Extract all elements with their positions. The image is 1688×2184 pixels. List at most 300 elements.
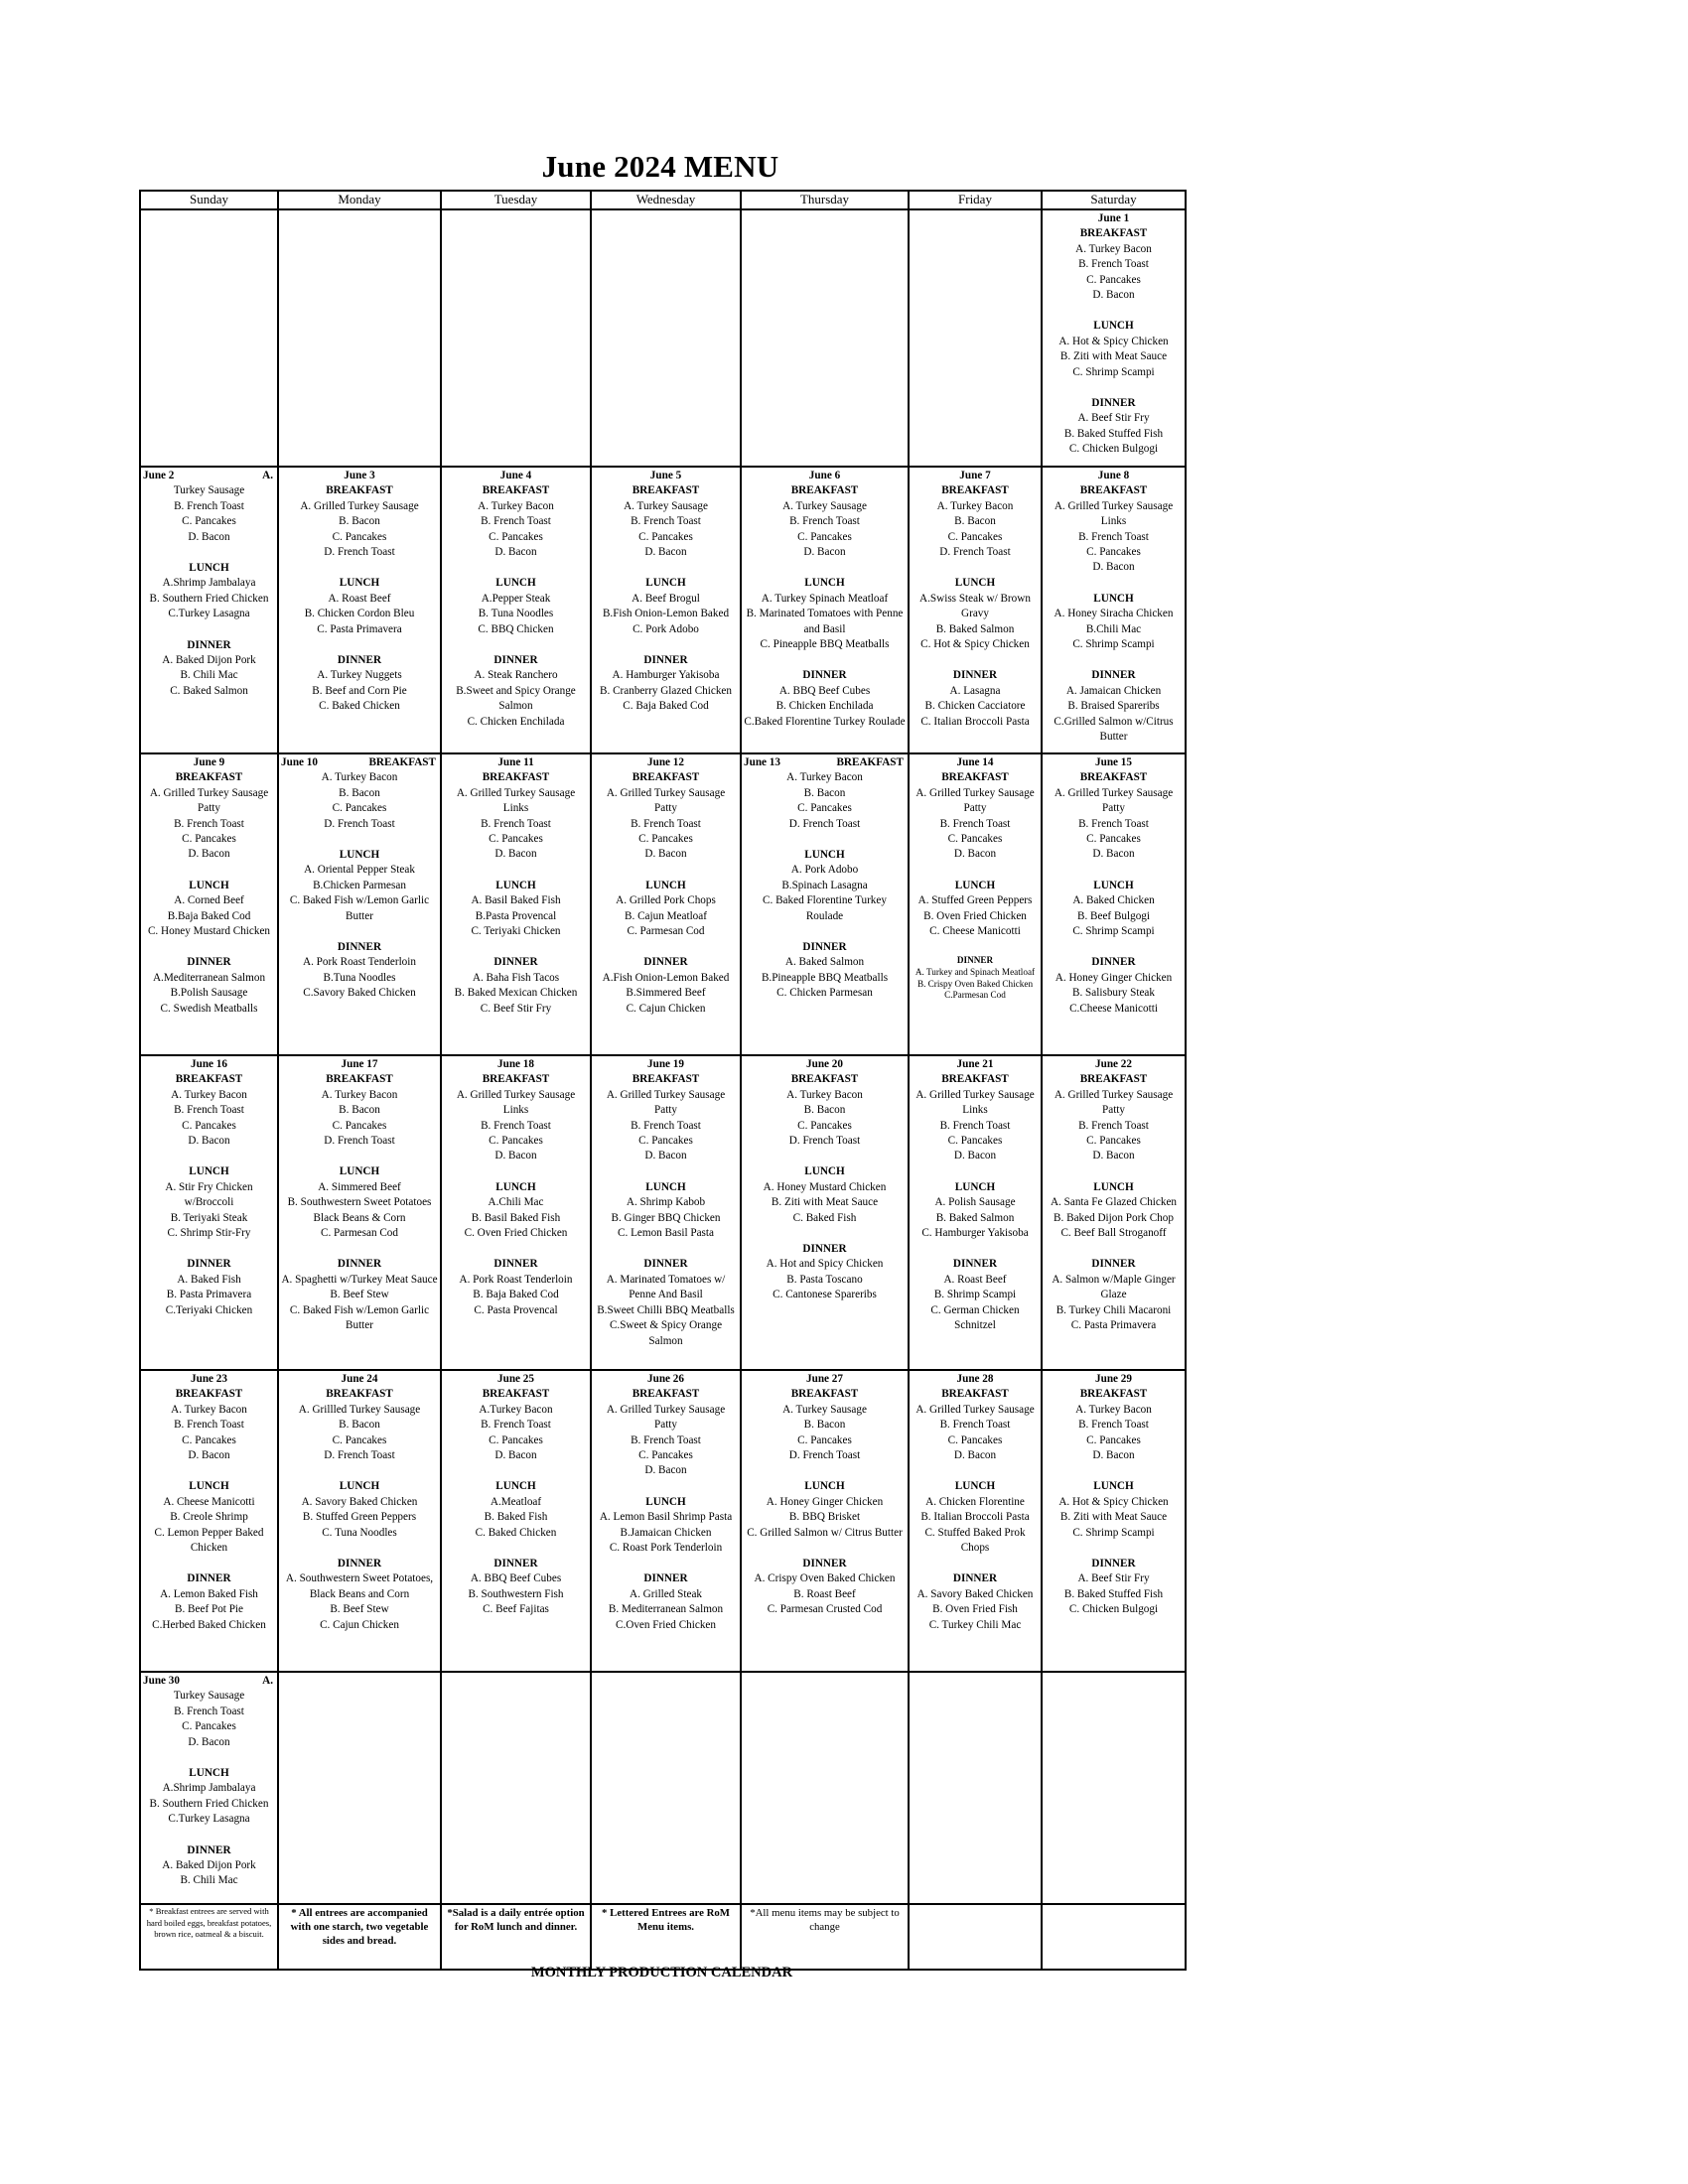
meal-label-breakfast: BREAKFAST xyxy=(1079,1073,1148,1086)
note-lettered: * Lettered Entrees are RoM Menu items. xyxy=(602,1907,730,1933)
day-cell-june-2 xyxy=(140,467,278,753)
dinner-item: C. Italian Broccoli Pasta xyxy=(920,715,1030,728)
breakfast-item: C. Pancakes xyxy=(489,1433,543,1446)
lunch-item: B. Beef Bulgogi xyxy=(1076,909,1151,922)
day-date-label: June 30 xyxy=(143,1675,180,1687)
dinner-item: A. Honey Ginger Chicken xyxy=(1055,971,1173,984)
lunch-item: C. Shrimp Scampi xyxy=(1072,925,1155,938)
lunch-item: C. Teriyaki Chicken xyxy=(471,925,561,938)
dinner-item: A. Baked Fish xyxy=(177,1273,241,1286)
breakfast-item: A. Turkey Bacon xyxy=(936,499,1014,512)
day-date-label: June 6 xyxy=(808,470,841,481)
dinner-item: A. Lemon Baked Fish xyxy=(160,1587,258,1600)
empty-day-cell xyxy=(278,209,441,467)
day-cell-june-13 xyxy=(741,753,909,1055)
dinner-item: B. Baked Mexican Chicken xyxy=(454,987,578,1000)
dinner-item: C.Sweet & Spicy Orange Salmon xyxy=(609,1319,723,1347)
dinner-item: B. Beef Pot Pie xyxy=(175,1603,243,1616)
breakfast-item: B. French Toast xyxy=(939,1419,1011,1432)
lunch-item: A. Stuffed Green Peppers xyxy=(917,894,1033,907)
meal-label-breakfast: BREAKFAST xyxy=(1079,771,1148,784)
day-date-label: June 4 xyxy=(499,470,532,481)
spacer xyxy=(444,1541,588,1557)
breakfast-item: D. French Toast xyxy=(788,1135,861,1148)
lunch-item: A. Corned Beef xyxy=(174,894,244,907)
menu-calendar xyxy=(139,190,1187,1971)
meal-label-breakfast: BREAKFAST xyxy=(482,1073,550,1086)
first-entry-letter: A. xyxy=(262,1675,273,1687)
breakfast-item: D. Bacon xyxy=(1092,289,1135,302)
lunch-item: A. Oriental Pepper Steak xyxy=(304,864,415,877)
dinner-item: B. Crispy Oven Baked Chicken xyxy=(916,978,1034,989)
lunch-item: A. Baked Chicken xyxy=(1072,894,1155,907)
weekday-sunday: Sunday xyxy=(140,191,278,209)
day-date xyxy=(143,1372,275,1387)
meal-label-dinner: DINNER xyxy=(956,955,994,966)
day-date-label: June 29 xyxy=(1095,1373,1132,1385)
spacer xyxy=(1045,303,1183,319)
lunch-item: A. Basil Baked Fish xyxy=(471,894,561,907)
lunch-item: B.Jamaican Chicken xyxy=(620,1526,712,1539)
day-cell-june-10 xyxy=(278,753,441,1055)
lunch-item: C. Baked Fish w/Lemon Garlic Butter xyxy=(289,894,430,922)
spacer xyxy=(143,1463,275,1479)
day-date-label: June 7 xyxy=(959,470,991,481)
lunch-item: B. Marinated Tomatoes with Penne and Basil xyxy=(746,608,904,635)
dinner-item: C.Herbed Baked Chicken xyxy=(152,1618,266,1631)
spacer xyxy=(744,1149,906,1164)
breakfast-item: A. Turkey Bacon xyxy=(786,771,863,784)
lunch-item: B. Southern Fried Chicken xyxy=(149,592,269,605)
dinner-item: C. Beef Fajitas xyxy=(483,1603,549,1616)
weekday-thursday: Thursday xyxy=(741,191,909,209)
breakfast-item: C. Pancakes xyxy=(797,1433,852,1446)
meal-label-lunch: LUNCH xyxy=(1093,1480,1134,1493)
lunch-item: C. Hamburger Yakisoba xyxy=(921,1227,1029,1240)
meal-label-breakfast: BREAKFAST xyxy=(326,484,393,497)
note-cell-salad xyxy=(441,1904,591,1970)
day-cell-june-16 xyxy=(140,1055,278,1370)
breakfast-item: B. French Toast xyxy=(789,515,860,528)
dinner-item: A. Hamburger Yakisoba xyxy=(612,669,720,682)
lunch-item: B. Baked Fish xyxy=(484,1511,548,1524)
breakfast-item: C. Pancakes xyxy=(182,1119,236,1132)
lunch-item: C. Baked Chicken xyxy=(475,1526,557,1539)
dinner-item: C.Oven Fried Chicken xyxy=(616,1618,716,1631)
dinner-item: C. Chicken Enchilada xyxy=(467,715,565,728)
lunch-item: C. Shrimp Scampi xyxy=(1072,638,1155,651)
spacer xyxy=(143,1241,275,1257)
day-cell-june-23 xyxy=(140,1370,278,1672)
spacer xyxy=(1045,1463,1183,1479)
day-date-label: June 12 xyxy=(647,756,684,768)
dinner-item: B.Polish Sausage xyxy=(170,987,248,1000)
breakfast-item: B. French Toast xyxy=(631,1433,701,1446)
note-cell-breakfast xyxy=(140,1904,278,1970)
lunch-item: B. Teriyaki Steak xyxy=(170,1211,248,1224)
breakfast-item: A. Grilled Turkey Sausage Patty xyxy=(606,786,726,815)
day-cell-june-29 xyxy=(1042,1370,1186,1672)
lunch-item: C.Turkey Lasagna xyxy=(168,608,250,620)
dinner-item: A. Turkey Nuggets xyxy=(317,669,402,682)
day-cell-june-25 xyxy=(441,1370,591,1672)
meal-label-dinner: DINNER xyxy=(802,669,847,682)
breakfast-item: C. Pancakes xyxy=(1086,273,1141,286)
breakfast-item: A. Turkey Bacon xyxy=(321,1088,398,1101)
dinner-item: A. Hot and Spicy Chicken xyxy=(766,1258,884,1271)
dinner-item: C. German Chicken Schnitzel xyxy=(930,1303,1020,1332)
breakfast-item: D. French Toast xyxy=(788,817,861,830)
meal-label-lunch: LUNCH xyxy=(645,1495,686,1508)
day-cell-june-11 xyxy=(441,753,591,1055)
day-date xyxy=(1045,1057,1183,1072)
breakfast-item: A. Turkey Bacon xyxy=(1075,242,1152,255)
day-date-label: June 23 xyxy=(191,1373,227,1385)
day-date xyxy=(444,469,588,483)
dinner-item: B. Cranberry Glazed Chicken xyxy=(600,684,732,697)
meal-label-breakfast: BREAKFAST xyxy=(790,1388,859,1401)
meal-label-breakfast: BREAKFAST xyxy=(482,484,550,497)
spacer xyxy=(594,1164,738,1180)
lunch-item: C. Pasta Primavera xyxy=(317,622,402,635)
spacer xyxy=(143,1828,275,1843)
dinner-item: C. Cajun Chicken xyxy=(626,1002,706,1015)
lunch-item: A. Lemon Basil Shrimp Pasta xyxy=(599,1511,733,1524)
day-cell-june-17 xyxy=(278,1055,441,1370)
meal-label-lunch: LUNCH xyxy=(1093,879,1134,891)
dinner-item: B. Pasta Toscano xyxy=(786,1273,863,1286)
lunch-item: B.Pasta Provencal xyxy=(475,909,557,922)
spacer xyxy=(744,1463,906,1479)
spacer xyxy=(594,560,738,576)
breakfast-item: B. French Toast xyxy=(174,1104,244,1117)
dinner-item: A. Salmon w/Maple Ginger Glaze xyxy=(1052,1273,1176,1301)
spacer xyxy=(1045,1541,1183,1557)
breakfast-item: C. Pancakes xyxy=(332,530,387,543)
empty-day-cell xyxy=(909,209,1042,467)
breakfast-item: B. French Toast xyxy=(1078,1119,1149,1132)
lunch-item: A.Shrimp Jambalaya xyxy=(162,1782,256,1795)
meal-label-lunch: LUNCH xyxy=(804,577,845,590)
breakfast-item: C. Pancakes xyxy=(182,1720,236,1733)
empty-day-cell xyxy=(591,209,741,467)
meal-label-breakfast: BREAKFAST xyxy=(1079,484,1148,497)
dinner-item: B. Baja Baked Cod xyxy=(473,1289,559,1301)
meal-label-dinner: DINNER xyxy=(493,1258,538,1271)
breakfast-item: C. Pancakes xyxy=(638,1449,693,1462)
breakfast-item: B. French Toast xyxy=(631,1119,701,1132)
breakfast-item: A. Grilled Turkey Sausage Patty xyxy=(915,786,1035,815)
lunch-item: A. Cheese Manicotti xyxy=(163,1495,255,1508)
breakfast-item: D. Bacon xyxy=(1092,848,1135,861)
dinner-item: B. Salisbury Steak xyxy=(1072,987,1155,1000)
dinner-item: C. Cajun Chicken xyxy=(320,1618,399,1631)
meal-label-breakfast: BREAKFAST xyxy=(326,1388,393,1401)
breakfast-item: A. Turkey Bacon xyxy=(171,1403,247,1416)
day-cell-june-24 xyxy=(278,1370,441,1672)
meal-label-breakfast: BREAKFAST xyxy=(175,1388,243,1401)
breakfast-item: D. Bacon xyxy=(644,546,687,559)
dinner-item: A. Southwestern Sweet Potatoes, Black Beans and Corn xyxy=(285,1572,434,1600)
dinner-item: C. Baked Chicken xyxy=(319,700,400,713)
breakfast-item: B. French Toast xyxy=(174,1419,244,1432)
breakfast-item: C. Pancakes xyxy=(1086,833,1141,846)
lunch-item: B.Chicken Parmesan xyxy=(313,879,406,891)
breakfast-item: D. Bacon xyxy=(1092,1449,1135,1462)
meal-label-lunch: LUNCH xyxy=(645,879,686,891)
day-cell-june-8 xyxy=(1042,467,1186,753)
day-date-label: June 1 xyxy=(1097,212,1130,224)
day-date xyxy=(281,1057,438,1072)
meal-label-breakfast: BREAKFAST xyxy=(790,1073,859,1086)
spacer xyxy=(1045,1241,1183,1257)
breakfast-item: A. Turkey Bacon xyxy=(786,1088,863,1101)
spacer xyxy=(281,560,438,576)
lunch-item: C. Tuna Noodles xyxy=(322,1526,397,1539)
day-date-label: June 26 xyxy=(647,1373,684,1385)
breakfast-item: A. Turkey Bacon xyxy=(1075,1403,1152,1416)
spacer xyxy=(281,1149,438,1164)
dinner-item: A. Turkey and Spinach Meatloaf xyxy=(914,967,1036,978)
breakfast-item: B. French Toast xyxy=(631,515,701,528)
spacer xyxy=(594,939,738,955)
lunch-item: A. Pork Adobo xyxy=(790,864,859,877)
day-date xyxy=(281,1372,438,1387)
breakfast-item: Turkey Sausage xyxy=(173,1690,245,1703)
breakfast-item: B. French Toast xyxy=(174,817,244,830)
lunch-item: B.Baja Baked Cod xyxy=(167,909,251,922)
meal-label-breakfast: BREAKFAST xyxy=(941,771,1009,784)
breakfast-item: A. Grilled Turkey Sausage Patty xyxy=(1054,1088,1174,1117)
lunch-item: A. Grilled Pork Chops xyxy=(616,894,716,907)
day-cell-june-15 xyxy=(1042,753,1186,1055)
meal-label-dinner: DINNER xyxy=(802,941,847,954)
day-date xyxy=(1045,1372,1183,1387)
breakfast-item: C. Pancakes xyxy=(638,530,693,543)
lunch-item: A. Simmered Beef xyxy=(318,1180,401,1193)
day-cell-june-6 xyxy=(741,467,909,753)
meal-label-dinner: DINNER xyxy=(337,941,382,954)
breakfast-item: C. Pancakes xyxy=(332,1433,387,1446)
breakfast-item: A. Grilled Turkey Sausage xyxy=(915,1403,1035,1416)
spacer xyxy=(594,1556,738,1571)
lunch-item: B. Chicken Cordon Bleu xyxy=(304,608,415,620)
breakfast-item: C. Pancakes xyxy=(1086,1135,1141,1148)
breakfast-item: C. Pancakes xyxy=(489,530,543,543)
meal-label-lunch: LUNCH xyxy=(954,1480,996,1493)
lunch-item: C. Baked Fish xyxy=(792,1211,857,1224)
day-date xyxy=(1045,469,1183,483)
dinner-item: B. Shrimp Scampi xyxy=(933,1289,1017,1301)
breakfast-item: D. Bacon xyxy=(953,848,997,861)
spacer xyxy=(594,637,738,653)
breakfast-item: C. Pancakes xyxy=(332,802,387,815)
breakfast-item: D. Bacon xyxy=(188,530,230,543)
dinner-item: A. Baha Fish Tacos xyxy=(472,971,560,984)
spacer xyxy=(744,1541,906,1557)
dinner-item: A. BBQ Beef Cubes xyxy=(778,684,871,697)
meal-label-dinner: DINNER xyxy=(643,956,688,969)
lunch-item: C. Parmesan Cod xyxy=(627,925,705,938)
breakfast-item: B. Bacon xyxy=(339,786,380,799)
meal-label-dinner: DINNER xyxy=(1091,1258,1136,1271)
lunch-item: B. Ziti with Meat Sauce xyxy=(1059,1511,1168,1524)
meal-label-dinner: DINNER xyxy=(1091,1558,1136,1570)
breakfast-item: A. Grilled Turkey Sausage Patty xyxy=(1054,786,1174,815)
day-cell-june-4 xyxy=(441,467,591,753)
empty-day-cell xyxy=(278,1672,441,1904)
spacer xyxy=(143,545,275,561)
meal-label-lunch: LUNCH xyxy=(804,1165,845,1178)
meal-label-lunch: LUNCH xyxy=(189,562,229,575)
day-cell-june-30 xyxy=(140,1672,278,1904)
spacer xyxy=(912,1164,1039,1180)
breakfast-item: D. Bacon xyxy=(803,546,846,559)
dinner-item: B. Pasta Primavera xyxy=(166,1289,252,1301)
day-date-label: June 19 xyxy=(647,1058,684,1070)
breakfast-item: D. Bacon xyxy=(644,1464,687,1477)
breakfast-item: C. Pancakes xyxy=(332,1119,387,1132)
breakfast-item: D. French Toast xyxy=(324,1135,395,1148)
lunch-item: C. Grilled Salmon w/ Citrus Butter xyxy=(747,1526,903,1539)
breakfast-item: D. Bacon xyxy=(188,1135,230,1148)
spacer xyxy=(444,939,588,955)
meal-label-lunch: LUNCH xyxy=(954,879,996,891)
spacer xyxy=(912,1241,1039,1257)
spacer xyxy=(281,1241,438,1257)
lunch-item: A. Polish Sausage xyxy=(934,1196,1016,1209)
breakfast-item: D. Bacon xyxy=(644,848,687,861)
breakfast-item: B. Bacon xyxy=(954,515,996,528)
breakfast-item: B. French Toast xyxy=(481,1119,551,1132)
meal-label-dinner: DINNER xyxy=(1091,669,1136,682)
dinner-item: A. Spaghetti w/Turkey Meat Sauce xyxy=(281,1273,438,1286)
breakfast-item: B. French Toast xyxy=(174,1705,244,1717)
breakfast-item: A. Grilled Turkey Sausage Links xyxy=(915,1088,1035,1117)
weekday-header xyxy=(140,191,1186,209)
day-date xyxy=(143,469,275,483)
meal-label-dinner: DINNER xyxy=(643,1572,688,1585)
dinner-item: A. Baked Salmon xyxy=(784,956,865,969)
dinner-item: A. Crispy Oven Baked Chicken xyxy=(754,1572,896,1585)
breakfast-item: C. Pancakes xyxy=(182,515,236,528)
spacer xyxy=(143,939,275,955)
meal-label-lunch: LUNCH xyxy=(645,1180,686,1193)
meal-label-lunch: LUNCH xyxy=(495,1180,536,1193)
lunch-item: C. Pork Adobo xyxy=(633,622,699,635)
meal-label-breakfast: BREAKFAST xyxy=(175,771,243,784)
day-date xyxy=(912,1057,1039,1072)
meal-label-dinner: DINNER xyxy=(952,1572,998,1585)
meal-label-lunch: LUNCH xyxy=(495,879,536,891)
day-date xyxy=(444,1057,588,1072)
breakfast-item: A. Turkey Sausage xyxy=(782,499,867,512)
dinner-item: A. Baked Dijon Pork xyxy=(162,1859,256,1872)
breakfast-item: D. Bacon xyxy=(188,848,230,861)
meal-label-lunch: LUNCH xyxy=(189,1767,229,1780)
meal-label-dinner: DINNER xyxy=(187,1572,231,1585)
meal-label-breakfast: BREAKFAST xyxy=(632,484,700,497)
empty-note-cell xyxy=(1042,1904,1186,1970)
meal-label-dinner: DINNER xyxy=(493,654,538,667)
breakfast-item: A. Grillled Turkey Sausage xyxy=(298,1403,421,1416)
meal-label-lunch: LUNCH xyxy=(339,577,380,590)
dinner-item: A.Fish Onion-Lemon Baked xyxy=(602,971,730,984)
meal-label-breakfast: BREAKFAST xyxy=(1079,227,1148,240)
day-cell-june-28 xyxy=(909,1370,1042,1672)
lunch-item: A. Honey Ginger Chicken xyxy=(766,1495,884,1508)
lunch-item: B. BBQ Brisket xyxy=(788,1511,861,1524)
breakfast-item: C. Pancakes xyxy=(947,1135,1003,1148)
spacer xyxy=(444,1241,588,1257)
day-date xyxy=(1045,211,1183,226)
note-entrees: * All entrees are accompanied with one starch, two vegetable sides and bread. xyxy=(290,1907,429,1947)
lunch-item: B.Chili Mac xyxy=(1085,622,1142,635)
empty-day-cell xyxy=(1042,1672,1186,1904)
dinner-item: B. Beef and Corn Pie xyxy=(312,684,407,697)
breakfast-item: B. French Toast xyxy=(481,515,551,528)
meal-label-lunch: LUNCH xyxy=(189,1480,229,1493)
day-date xyxy=(1045,755,1183,770)
dinner-item: A. Pork Roast Tenderloin xyxy=(459,1273,573,1286)
breakfast-item: B. Bacon xyxy=(339,1419,380,1432)
empty-day-cell xyxy=(591,1672,741,1904)
lunch-item: C. Honey Mustard Chicken xyxy=(147,925,271,938)
day-date-label: June 18 xyxy=(497,1058,534,1070)
day-date-label: June 2 xyxy=(143,470,175,481)
lunch-item: A.Shrimp Jambalaya xyxy=(162,577,256,590)
lunch-item: C. Lemon Basil Pasta xyxy=(618,1227,714,1240)
day-date-label: June 27 xyxy=(806,1373,843,1385)
spacer xyxy=(594,1479,738,1495)
breakfast-item: B. French Toast xyxy=(939,817,1011,830)
spacer xyxy=(281,637,438,653)
day-date xyxy=(912,469,1039,483)
spacer xyxy=(444,863,588,879)
dinner-item: C. Swedish Meatballs xyxy=(160,1002,258,1015)
day-cell-june-5 xyxy=(591,467,741,753)
dinner-item: B. Oven Fried Fish xyxy=(932,1603,1018,1616)
meal-label-lunch: LUNCH xyxy=(1093,320,1134,333)
dinner-item: A. Marinated Tomatoes w/ Penne And Basil xyxy=(606,1273,726,1301)
breakfast-item: A. Turkey Sausage xyxy=(624,499,708,512)
spacer xyxy=(594,1241,738,1257)
breakfast-item: B. French Toast xyxy=(939,1119,1011,1132)
spacer xyxy=(143,1556,275,1571)
spacer xyxy=(912,560,1039,576)
meal-label-breakfast: BREAKFAST xyxy=(632,1073,700,1086)
meal-label-dinner: DINNER xyxy=(493,956,538,969)
dinner-item: C. Baked Salmon xyxy=(170,684,248,697)
lunch-item: A.Pepper Steak xyxy=(481,592,551,605)
dinner-item: A. Grilled Steak xyxy=(629,1587,702,1600)
lunch-item: A. Savory Baked Chicken xyxy=(301,1495,418,1508)
lunch-item: C. Oven Fried Chicken xyxy=(464,1227,568,1240)
dinner-item: C. Cantonese Spareribs xyxy=(773,1289,877,1301)
spacer xyxy=(143,1149,275,1164)
dinner-item: B. Chicken Cacciatore xyxy=(924,700,1026,713)
weekday-friday: Friday xyxy=(909,191,1042,209)
lunch-item: A. Shrimp Kabob xyxy=(626,1196,706,1209)
spacer xyxy=(444,1463,588,1479)
breakfast-item: C. Pancakes xyxy=(797,1119,852,1132)
dinner-item: C. Chicken Bulgogi xyxy=(1068,443,1159,456)
spacer xyxy=(281,924,438,940)
meal-label-breakfast: BREAKFAST xyxy=(368,756,436,768)
lunch-item: A.Swiss Steak w/ Brown Gravy xyxy=(919,592,1031,620)
day-date-label: June 9 xyxy=(193,756,225,768)
dinner-item: C. Pasta Provencal xyxy=(474,1303,558,1316)
